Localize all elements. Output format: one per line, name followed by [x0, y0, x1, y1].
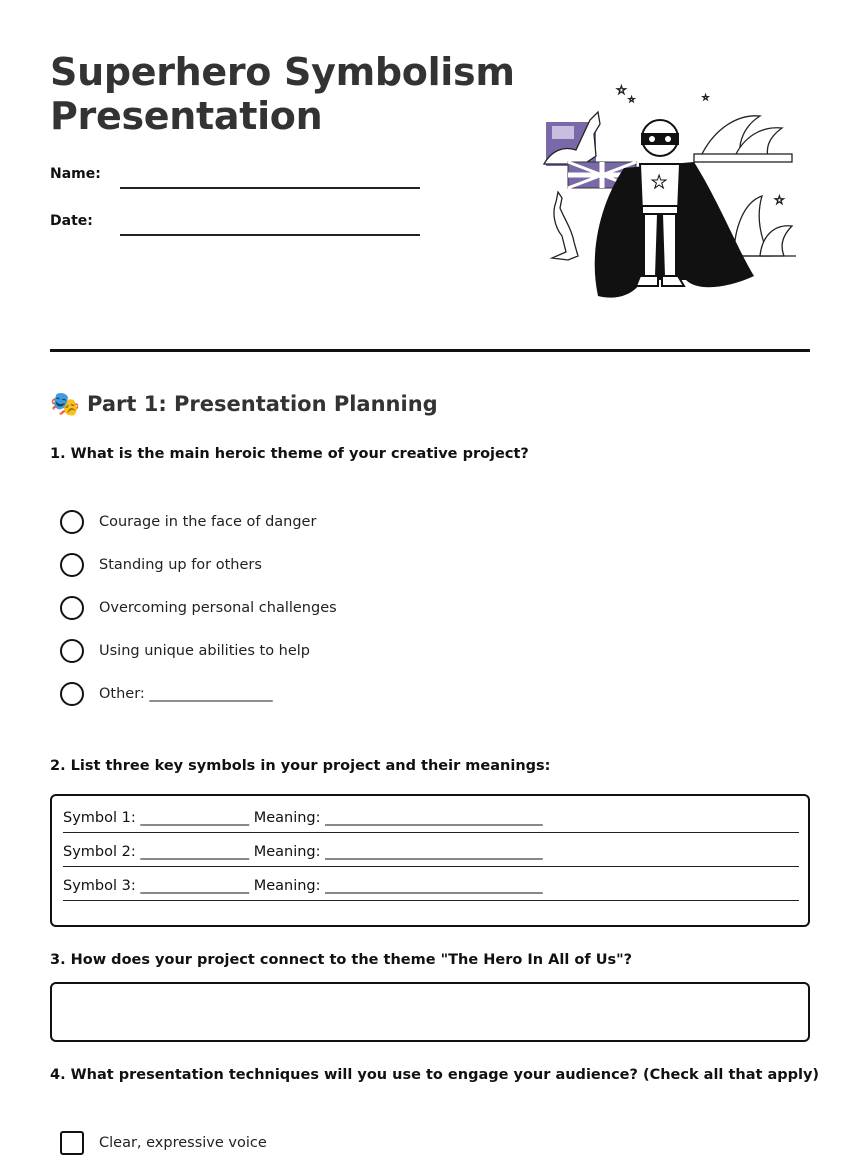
title-line-1: Superhero Symbolism: [50, 50, 515, 94]
header-divider: [50, 349, 810, 352]
date-field[interactable]: [120, 234, 420, 236]
checkbox[interactable]: [60, 1131, 84, 1155]
symbol-row-2[interactable]: Symbol 2: _______________ Meaning: ______________________________: [63, 844, 799, 867]
q1-option-other[interactable]: [60, 681, 273, 707]
option-label: Using unique abilities to help: [99, 643, 311, 659]
svg-text:☆: ☆: [616, 83, 627, 97]
question-2: 2. List three key symbols in your project and their meanings:: [50, 758, 551, 774]
name-field[interactable]: [120, 187, 420, 189]
opera-house-outline: [694, 116, 792, 162]
superhero-illustration: [538, 80, 800, 316]
svg-text:★: ★: [651, 172, 668, 193]
part-1-heading-text: Part 1: Presentation Planning: [87, 392, 438, 416]
radio-button[interactable]: [60, 682, 84, 706]
q1-option-1[interactable]: [60, 509, 316, 535]
svg-text:☆: ☆: [628, 95, 636, 104]
option-label: Courage in the face of danger: [99, 514, 317, 530]
svg-text:☆: ☆: [774, 193, 785, 207]
q4-option-1[interactable]: [60, 1130, 267, 1156]
opera-house-outline-lower: [730, 196, 796, 256]
date-label: Date:: [50, 213, 93, 229]
option-label: Clear, expressive voice: [99, 1135, 267, 1151]
question-1: 1. What is the main heroic theme of your creative project?: [50, 446, 529, 462]
performing-arts-masks-icon: 🎭: [50, 390, 80, 418]
part-1-heading: [50, 388, 438, 420]
australia-flag-left: [544, 112, 600, 166]
symbols-answer-box[interactable]: [50, 794, 810, 927]
option-label: Overcoming personal challenges: [99, 600, 337, 616]
page-title: [50, 50, 515, 138]
svg-text:☆: ☆: [702, 93, 710, 102]
radio-button[interactable]: [60, 639, 84, 663]
question-3: 3. How does your project connect to the theme "The Hero In All of Us"?: [50, 952, 633, 968]
option-label: Other: _________________: [99, 686, 273, 702]
kangaroo-outline: [552, 192, 578, 260]
q3-answer-box[interactable]: [50, 982, 810, 1042]
symbol-row-1[interactable]: Symbol 1: _______________ Meaning: ______________________________: [63, 810, 799, 833]
title-line-2: Presentation: [50, 94, 323, 138]
symbol-row-3[interactable]: Symbol 3: _______________ Meaning: ______________________________: [63, 878, 799, 901]
radio-button[interactable]: [60, 596, 84, 620]
q1-option-3[interactable]: [60, 595, 337, 621]
question-4: 4. What presentation techniques will you use to engage your audience? (Check all that apply): [50, 1067, 820, 1083]
option-label: Standing up for others: [99, 557, 262, 573]
name-label: Name:: [50, 166, 101, 182]
q1-option-4[interactable]: [60, 638, 310, 664]
radio-button[interactable]: [60, 510, 84, 534]
q1-option-2[interactable]: [60, 552, 262, 578]
radio-button[interactable]: [60, 553, 84, 577]
